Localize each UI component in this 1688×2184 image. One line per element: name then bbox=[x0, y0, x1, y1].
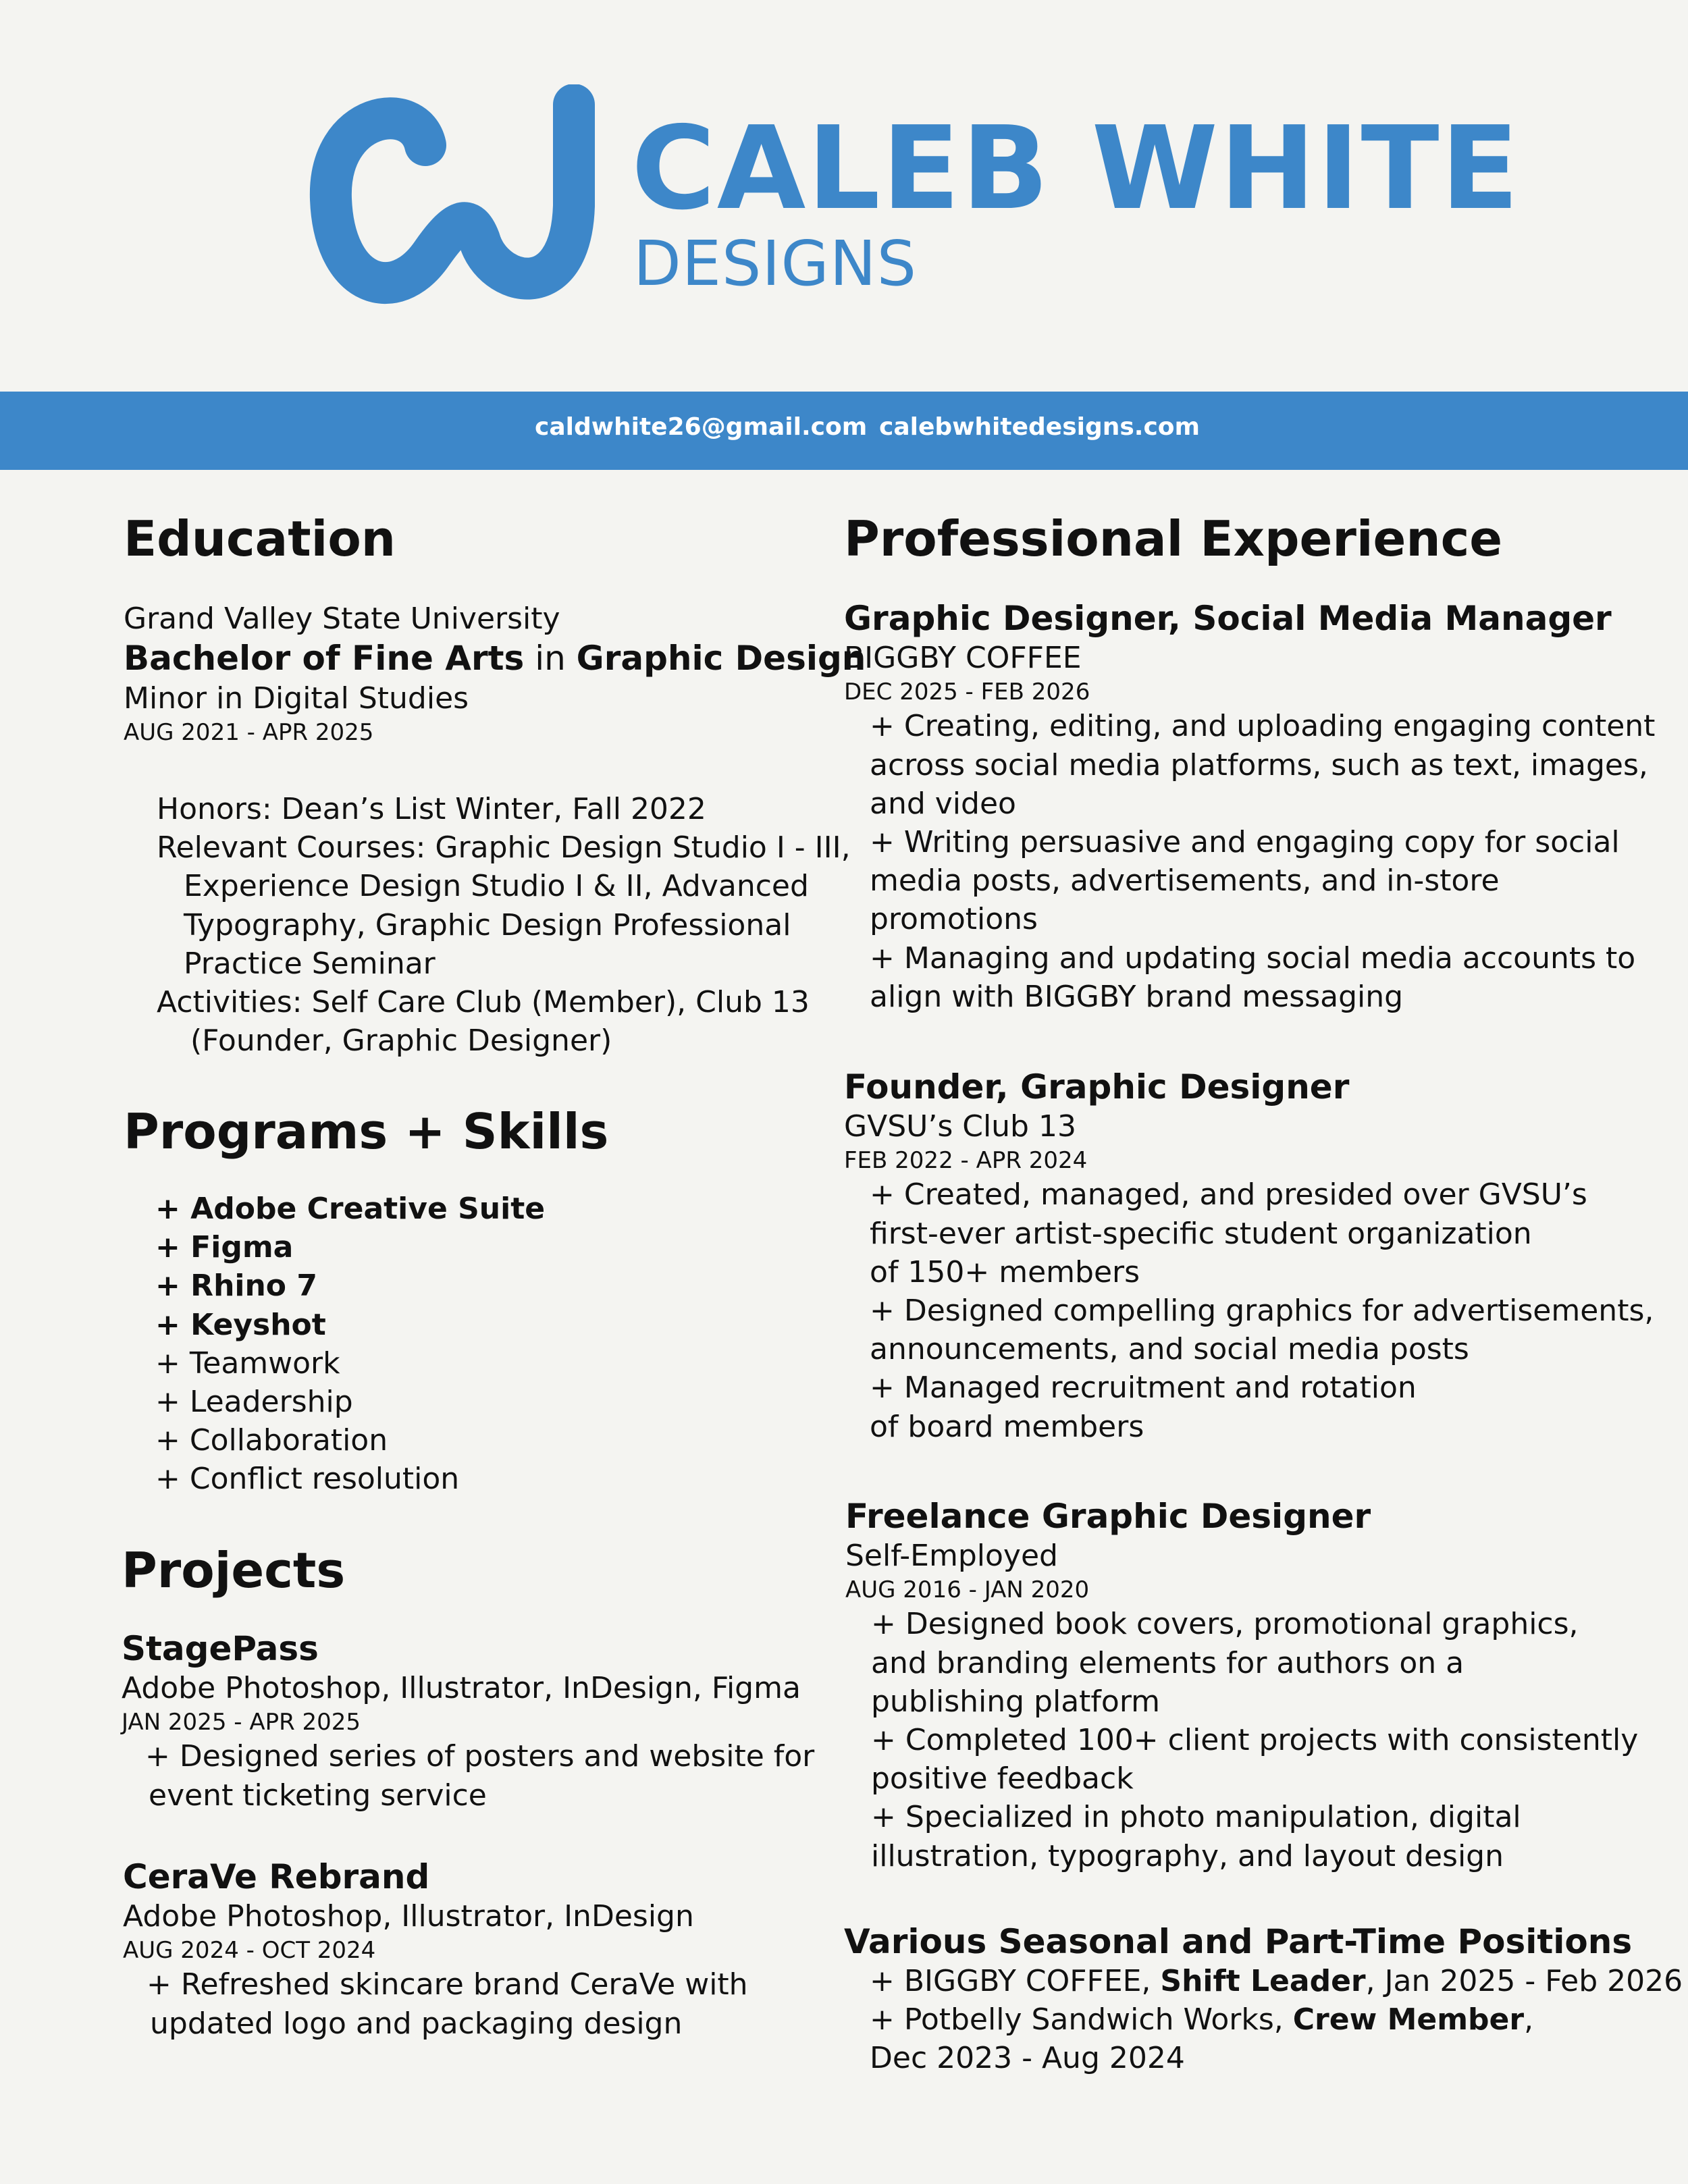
job-bullet: first-ever artist-specific student organization bbox=[870, 1216, 1532, 1251]
project-title: StagePass bbox=[122, 1629, 319, 1668]
education-dates: AUG 2021 - APR 2025 bbox=[124, 719, 374, 747]
job-entry bbox=[845, 1496, 1638, 1875]
website-link[interactable]: calebwhitedesigns.com bbox=[879, 413, 1201, 441]
project-desc: updated logo and packaging design bbox=[150, 2006, 683, 2041]
job-bullet: across social media platforms, such as text, images, bbox=[870, 747, 1648, 782]
school-name: Grand Valley State University bbox=[124, 602, 560, 636]
experience-heading: Professional Experience bbox=[844, 510, 1503, 567]
honors: Honors: Dean’s List Winter, Fall 2022 bbox=[157, 792, 706, 826]
job-dates: DEC 2025 - FEB 2026 bbox=[844, 678, 1090, 706]
skill-item: + Leadership bbox=[155, 1384, 353, 1419]
skill-item: + Conflict resolution bbox=[155, 1462, 460, 1497]
job-bullet: + Managing and updating social media accounts to bbox=[870, 940, 1636, 976]
job-bullet: of 150+ members bbox=[870, 1254, 1140, 1289]
job-entry bbox=[844, 1067, 1654, 1446]
skills-heading: Programs + Skills bbox=[124, 1103, 609, 1160]
education-block bbox=[124, 600, 866, 748]
job-bullet: Dec 2023 - Aug 2024 bbox=[870, 2041, 1185, 2076]
courses-cont: Practice Seminar bbox=[184, 946, 436, 981]
project-entry bbox=[123, 1857, 748, 2043]
project-desc: event ticketing service bbox=[149, 1778, 487, 1813]
job-bullet: + Specialized in photo manipulation, digital bbox=[871, 1800, 1521, 1835]
job-bullet: + BIGGBY COFFEE, Shift Leader, Jan 2025 - Feb 2026 bbox=[870, 1964, 1683, 1998]
job-org: GVSU’s Club 13 bbox=[844, 1109, 1076, 1144]
project-desc: + Refreshed skincare brand CeraVe with bbox=[147, 1967, 748, 2002]
job-entry bbox=[844, 598, 1655, 1016]
job-org: BIGGBY COFFEE bbox=[844, 641, 1082, 675]
minor: Minor in Digital Studies bbox=[124, 681, 469, 716]
job-bullet: + Designed book covers, promotional graphics, bbox=[871, 1607, 1579, 1642]
job-org: Self-Employed bbox=[845, 1539, 1058, 1573]
job-bullet: + Created, managed, and presided over GVSU’s bbox=[870, 1177, 1587, 1213]
skill-item: + Collaboration bbox=[155, 1423, 388, 1458]
skill-item: + Figma bbox=[155, 1230, 294, 1265]
job-dates: AUG 2016 - JAN 2020 bbox=[845, 1576, 1090, 1604]
degree: Bachelor of Fine Arts in Graphic Design bbox=[124, 639, 866, 678]
job-bullet: + Completed 100+ client projects with consistently bbox=[871, 1722, 1639, 1757]
courses-cont: Typography, Graphic Design Professional bbox=[184, 907, 791, 942]
cw-logo-mark bbox=[307, 84, 604, 341]
job-bullet: and video bbox=[870, 786, 1016, 821]
courses: Relevant Courses: Graphic Design Studio I - III, bbox=[157, 830, 851, 865]
activities-cont: (Founder, Graphic Designer) bbox=[190, 1023, 612, 1059]
project-tools: Adobe Photoshop, Illustrator, InDesign bbox=[123, 1899, 694, 1934]
job-bullet: + Potbelly Sandwich Works, Crew Member, bbox=[870, 2002, 1534, 2037]
project-desc: + Designed series of posters and website for bbox=[145, 1739, 815, 1774]
job-bullet: of board members bbox=[870, 1409, 1144, 1444]
job-dates: FEB 2022 - APR 2024 bbox=[844, 1147, 1088, 1175]
education-heading: Education bbox=[124, 510, 396, 567]
job-bullet: align with BIGGBY brand messaging bbox=[870, 979, 1404, 1014]
job-title: Freelance Graphic Designer bbox=[845, 1497, 1371, 1536]
job-title: Founder, Graphic Designer bbox=[844, 1067, 1350, 1107]
skill-item: + Teamwork bbox=[155, 1346, 340, 1381]
skill-item: + Rhino 7 bbox=[155, 1269, 317, 1304]
job-bullet: positive feedback bbox=[871, 1761, 1134, 1796]
job-bullet: media posts, advertisements, and in-store bbox=[870, 863, 1500, 899]
activities: Activities: Self Care Club (Member), Club 13 bbox=[157, 984, 810, 1019]
education-details bbox=[157, 790, 851, 1060]
job-bullet: + Writing persuasive and engaging copy for social bbox=[870, 824, 1620, 859]
projects-heading: Projects bbox=[122, 1542, 346, 1599]
job-title: Graphic Designer, Social Media Manager bbox=[844, 599, 1612, 638]
job-bullet: publishing platform bbox=[871, 1684, 1160, 1719]
job-bullet: + Designed compelling graphics for advertisements, bbox=[870, 1293, 1654, 1328]
email-link[interactable]: caldwhite26@gmail.com bbox=[535, 413, 868, 441]
brand-name: CALEB WHITE bbox=[631, 102, 1521, 236]
project-title: CeraVe Rebrand bbox=[123, 1857, 430, 1896]
skill-item: + Keyshot bbox=[155, 1307, 326, 1342]
job-bullet: promotions bbox=[870, 902, 1038, 937]
job-bullet: and branding elements for authors on a bbox=[871, 1645, 1465, 1680]
job-bullet: announcements, and social media posts bbox=[870, 1332, 1469, 1367]
job-entry bbox=[844, 1921, 1683, 2078]
skill-item: + Adobe Creative Suite bbox=[155, 1192, 546, 1226]
job-bullet: illustration, typography, and layout design bbox=[871, 1838, 1504, 1873]
job-title: Various Seasonal and Part-Time Positions bbox=[844, 1922, 1633, 1961]
brand-tagline: DESIGNS bbox=[633, 228, 918, 300]
job-bullet: + Creating, editing, and uploading engaging content bbox=[870, 709, 1656, 744]
project-dates: AUG 2024 - OCT 2024 bbox=[123, 1937, 376, 1965]
courses-cont: Experience Design Studio I & II, Advanced bbox=[184, 869, 809, 904]
project-entry bbox=[122, 1628, 814, 1815]
project-dates: JAN 2025 - APR 2025 bbox=[122, 1709, 361, 1736]
job-bullet: + Managed recruitment and rotation bbox=[870, 1370, 1417, 1406]
skills-list bbox=[155, 1190, 545, 1499]
project-tools: Adobe Photoshop, Illustrator, InDesign, Figma bbox=[122, 1671, 801, 1705]
